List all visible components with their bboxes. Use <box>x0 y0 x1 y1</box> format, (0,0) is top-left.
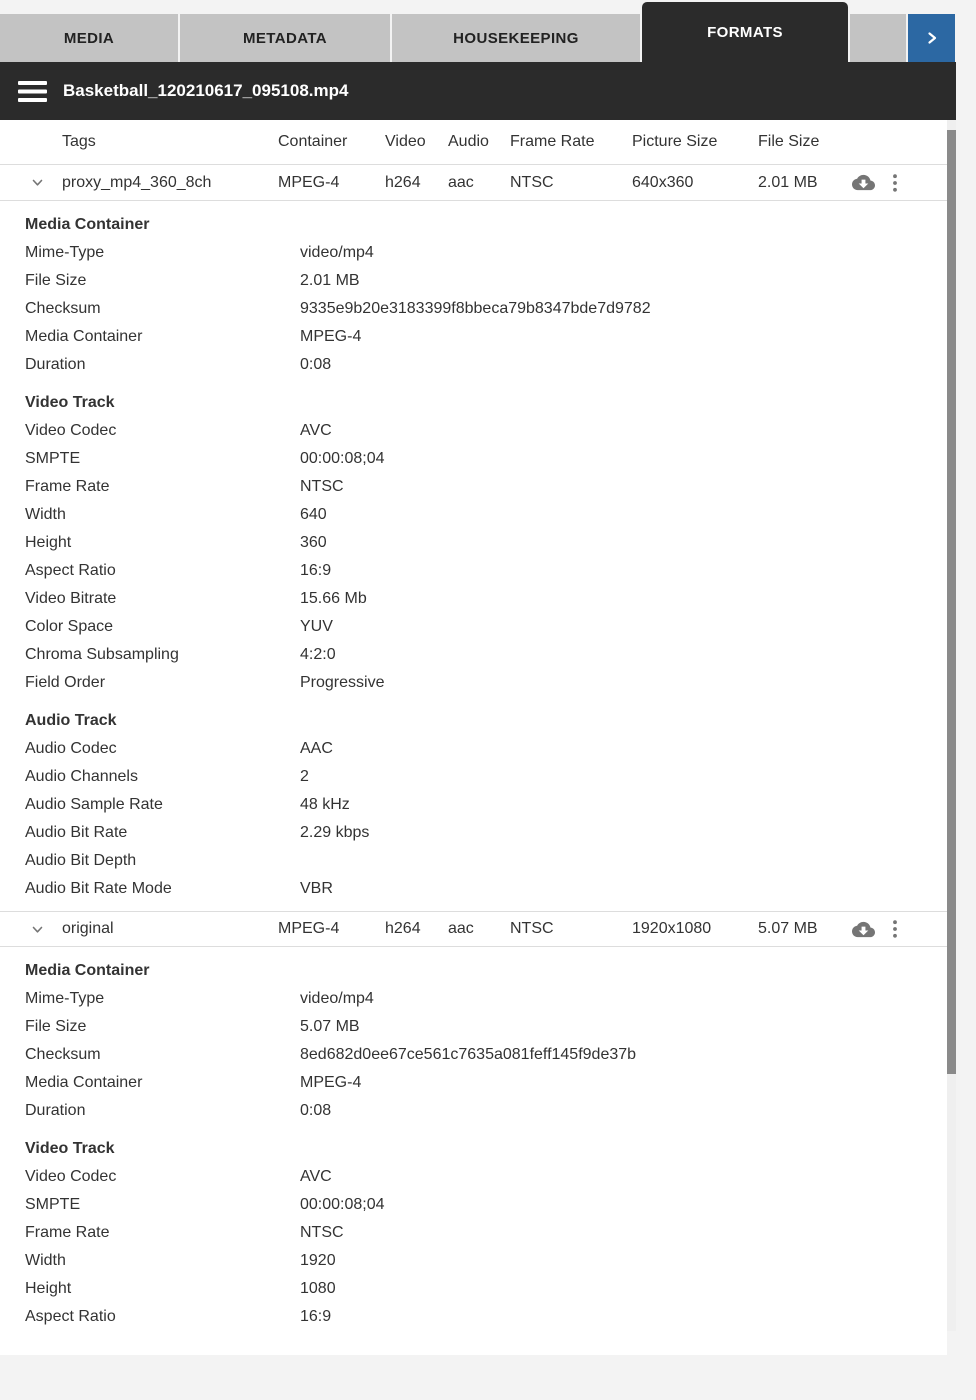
format-audio-codec: aac <box>448 920 474 937</box>
menu-icon[interactable] <box>18 81 47 102</box>
detail-row <box>0 735 947 763</box>
detail-value: 0:08 <box>300 356 332 373</box>
chevron-down-icon <box>30 175 45 190</box>
format-details <box>0 211 947 903</box>
detail-value: 1920 <box>300 1252 336 1269</box>
detail-row <box>0 985 947 1013</box>
detail-label: Audio Channels <box>25 768 138 785</box>
detail-label: Width <box>25 506 66 523</box>
detail-row <box>0 557 947 585</box>
detail-label: File Size <box>25 1018 87 1035</box>
detail-label: Chroma Subsampling <box>25 646 179 663</box>
section-title-video-track: Video Track <box>25 1140 115 1157</box>
detail-label: Frame Rate <box>25 478 110 495</box>
section-title-audio-track: Audio Track <box>25 712 117 729</box>
detail-value: 15.66 Mb <box>300 590 367 607</box>
formats-table-header <box>0 120 947 165</box>
asset-filename: Basketball_120210617_095108.mp4 <box>63 81 349 100</box>
detail-label: Audio Bit Depth <box>25 852 137 869</box>
tab-scroll-next-button[interactable] <box>908 14 955 62</box>
detail-row <box>0 763 947 791</box>
format-file-size: 2.01 MB <box>758 173 818 191</box>
kebab-menu-icon <box>892 920 898 938</box>
detail-value: 4:2:0 <box>300 646 336 663</box>
detail-row <box>0 1041 947 1069</box>
detail-row <box>0 1303 947 1331</box>
detail-row <box>0 295 947 323</box>
detail-value: MPEG-4 <box>300 328 362 345</box>
detail-label: File Size <box>25 272 87 289</box>
detail-value: VBR <box>300 880 333 897</box>
column-header-video: Video <box>385 133 426 150</box>
detail-label: Field Order <box>25 674 106 691</box>
tab-media[interactable]: MEDIA <box>0 14 178 62</box>
detail-value: NTSC <box>300 478 344 495</box>
detail-value: NTSC <box>300 1224 344 1241</box>
detail-label: Duration <box>25 1102 86 1119</box>
format-frame-rate: NTSC <box>510 173 554 191</box>
detail-row <box>0 351 947 379</box>
detail-label: Video Codec <box>25 422 117 439</box>
detail-row <box>0 875 947 903</box>
asset-title-bar <box>0 62 956 120</box>
format-file-size: 5.07 MB <box>758 920 818 937</box>
more-options-button[interactable] <box>880 174 909 192</box>
tab-metadata[interactable]: METADATA <box>180 14 390 62</box>
detail-row <box>0 585 947 613</box>
detail-label: Audio Codec <box>25 740 117 757</box>
format-container: MPEG-4 <box>278 920 340 937</box>
detail-value: 00:00:08;04 <box>300 1196 385 1213</box>
detail-value: 16:9 <box>300 562 332 579</box>
chevron-right-icon <box>924 30 940 46</box>
detail-value: MPEG-4 <box>300 1074 362 1091</box>
detail-label: Mime-Type <box>25 244 105 261</box>
detail-row <box>0 847 947 875</box>
format-block <box>0 911 947 1331</box>
detail-label: Audio Bit Rate Mode <box>25 880 172 897</box>
detail-value: YUV <box>300 618 333 635</box>
detail-value: AVC <box>300 1168 332 1185</box>
chevron-down-icon <box>30 922 45 937</box>
detail-label: Video Bitrate <box>25 590 117 607</box>
format-video-codec: h264 <box>385 173 421 191</box>
detail-label: Duration <box>25 356 86 373</box>
section-title-media-container: Media Container <box>25 216 150 233</box>
column-header-frame-rate: Frame Rate <box>510 133 595 150</box>
detail-label: Audio Bit Rate <box>25 824 128 841</box>
cloud-download-icon <box>852 171 875 194</box>
detail-label: Checksum <box>25 300 101 317</box>
column-header-audio: Audio <box>448 133 489 150</box>
detail-value: 1080 <box>300 1280 336 1297</box>
detail-row <box>0 323 947 351</box>
detail-row <box>0 613 947 641</box>
format-tag: original <box>62 920 114 937</box>
collapse-toggle[interactable] <box>0 175 62 190</box>
detail-value: 9335e9b20e3183399f8bbeca79b8347bde7d9782 <box>300 300 651 317</box>
detail-value: 5.07 MB <box>300 1018 360 1035</box>
download-button[interactable] <box>848 918 880 941</box>
section-title-video-track: Video Track <box>25 394 115 411</box>
format-audio-codec: aac <box>448 173 474 191</box>
collapse-toggle[interactable] <box>0 922 62 937</box>
column-header-container: Container <box>278 133 348 150</box>
more-options-button[interactable] <box>880 920 909 938</box>
detail-row <box>0 501 947 529</box>
format-frame-rate: NTSC <box>510 920 554 937</box>
detail-row <box>0 1013 947 1041</box>
format-picture-size: 1920x1080 <box>632 920 712 937</box>
detail-value: video/mp4 <box>300 244 374 261</box>
detail-row <box>0 445 947 473</box>
detail-row <box>0 1097 947 1125</box>
format-picture-size: 640x360 <box>632 173 694 191</box>
detail-row <box>0 641 947 669</box>
detail-value: 360 <box>300 534 327 551</box>
detail-label: Aspect Ratio <box>25 562 116 579</box>
format-details <box>0 957 947 1331</box>
format-video-codec: h264 <box>385 920 421 937</box>
detail-label: SMPTE <box>25 1196 81 1213</box>
detail-label: Video Codec <box>25 1168 117 1185</box>
detail-value: 48 kHz <box>300 796 350 813</box>
format-container: MPEG-4 <box>278 173 340 191</box>
detail-row <box>0 1275 947 1303</box>
detail-row <box>0 1163 947 1191</box>
detail-label: Color Space <box>25 618 114 635</box>
detail-label: Height <box>25 534 72 551</box>
column-header-tags: Tags <box>62 133 96 150</box>
format-row[interactable] <box>0 911 947 947</box>
tab-housekeeping[interactable]: HOUSEKEEPING <box>392 14 640 62</box>
detail-value: AAC <box>300 740 333 757</box>
detail-value: 2 <box>300 768 309 785</box>
detail-value: 16:9 <box>300 1308 332 1325</box>
detail-row <box>0 267 947 295</box>
detail-value: 2.01 MB <box>300 272 360 289</box>
detail-label: Mime-Type <box>25 990 105 1007</box>
detail-label: Width <box>25 1252 66 1269</box>
detail-label: Media Container <box>25 1074 143 1091</box>
detail-row <box>0 1069 947 1097</box>
formats-panel <box>0 120 947 1355</box>
detail-row <box>0 791 947 819</box>
detail-value: 0:08 <box>300 1102 332 1119</box>
detail-label: Media Container <box>25 328 143 345</box>
column-header-file-size: File Size <box>758 133 820 150</box>
scrollbar-thumb[interactable] <box>947 130 956 1074</box>
detail-label: Checksum <box>25 1046 101 1063</box>
cloud-download-icon <box>852 918 875 941</box>
detail-value: 8ed682d0ee67ce561c7635a081feff145f9de37b <box>300 1046 637 1063</box>
column-header-picture-size: Picture Size <box>632 133 718 150</box>
detail-row <box>0 417 947 445</box>
detail-value: 640 <box>300 506 327 523</box>
format-tag: proxy_mp4_360_8ch <box>62 173 212 191</box>
detail-row <box>0 239 947 267</box>
detail-label: Height <box>25 1280 72 1297</box>
detail-value: 2.29 kbps <box>300 824 370 841</box>
format-block <box>0 165 947 903</box>
tab-overflow-strip <box>850 14 906 62</box>
detail-value: 00:00:08;04 <box>300 450 385 467</box>
tab-bar <box>0 14 955 62</box>
detail-row <box>0 1191 947 1219</box>
detail-value: AVC <box>300 422 332 439</box>
detail-value: Progressive <box>300 674 385 691</box>
tab-formats[interactable]: FORMATS <box>642 2 848 62</box>
detail-label: SMPTE <box>25 450 81 467</box>
detail-label: Aspect Ratio <box>25 1308 116 1325</box>
detail-row <box>0 1219 947 1247</box>
detail-row <box>0 529 947 557</box>
detail-row <box>0 669 947 697</box>
kebab-menu-icon <box>892 174 898 192</box>
section-title-media-container: Media Container <box>25 962 150 979</box>
detail-row <box>0 819 947 847</box>
download-button[interactable] <box>848 171 880 194</box>
detail-row <box>0 473 947 501</box>
detail-label: Frame Rate <box>25 1224 110 1241</box>
detail-label: Audio Sample Rate <box>25 796 163 813</box>
detail-row <box>0 1247 947 1275</box>
detail-value: video/mp4 <box>300 990 374 1007</box>
format-row[interactable] <box>0 165 947 201</box>
